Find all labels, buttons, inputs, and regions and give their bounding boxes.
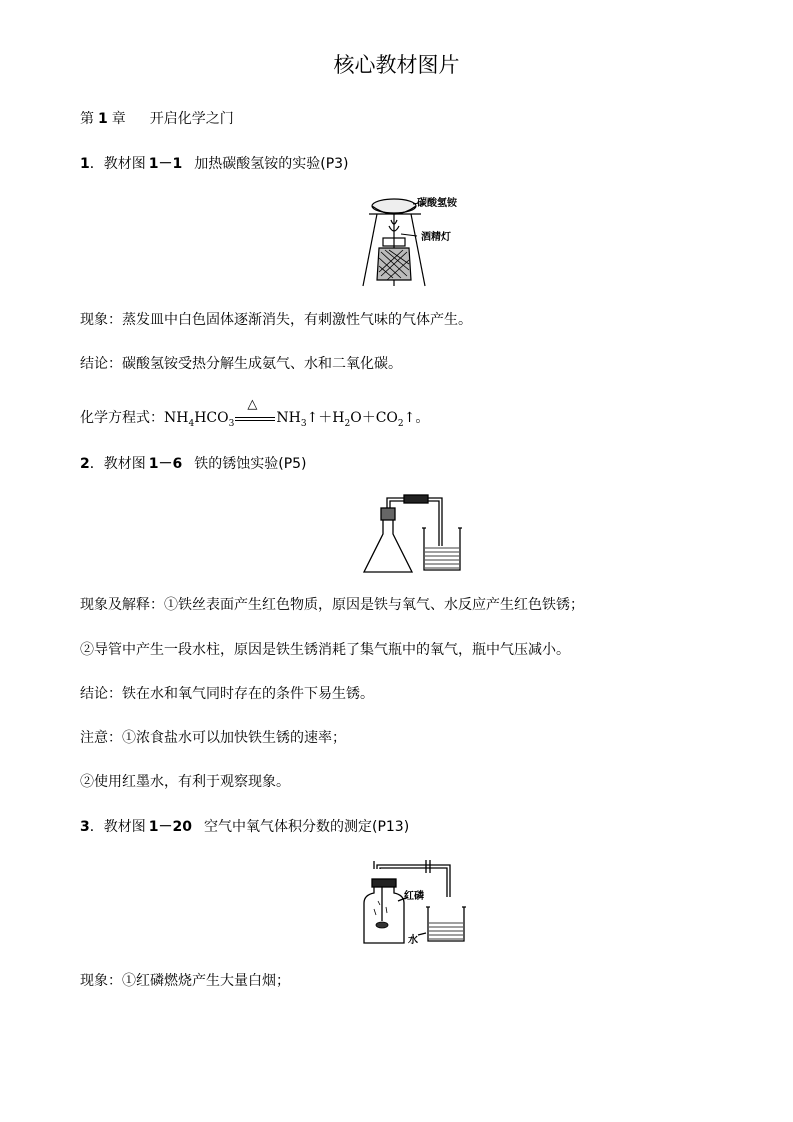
section-3-heading: 3．教材图 1－20 空气中氧气体积分数的测定(P13) xyxy=(80,819,410,835)
section-1-page: (P3) xyxy=(320,156,349,172)
chemical-equation: 化学方程式：$NH_4HCO_3$ △ $NH_3↑+H_2O+CO_2↑$。 xyxy=(80,397,430,429)
paragraph: ②导管中产生一段水柱，原因是铁生锈消耗了集气瓶中的氧气，瓶中气压减小。 xyxy=(80,642,570,658)
paragraph: ②使用红墨水，有利于观察现象。 xyxy=(80,774,290,790)
paragraph: 结论：铁在水和氧气同时存在的条件下易生锈。 xyxy=(80,686,374,702)
section-2-fig-number: 1－6 xyxy=(148,456,183,472)
section-3-name: 空气中氧气体积分数的测定 xyxy=(203,819,372,835)
section-1-fig-number: 1－1 xyxy=(148,156,183,172)
paragraph: 现象及解释：①铁丝表面产生红色物质，原因是铁与氧气、水反应产生红色铁锈； xyxy=(80,597,584,613)
label-alcohol-lamp: 酒精灯 xyxy=(421,232,451,243)
section-2-number: 2 xyxy=(80,456,90,472)
chapter-heading xyxy=(80,110,234,128)
section-1-number: 1 xyxy=(80,156,90,172)
section-2-heading: 2．教材图 1－6 铁的锈蚀实验(P5) xyxy=(80,456,307,472)
label-red-phosphorus: 红磷 xyxy=(404,891,424,902)
paragraph: 现象：①红磷燃烧产生大量白烟； xyxy=(80,973,290,989)
section-3-fig-number: 1－20 xyxy=(148,819,192,835)
section-2-name: 铁的锈蚀实验 xyxy=(194,456,279,472)
section-1-fig-prefix: 教材图 xyxy=(103,156,146,172)
paragraph: 结论：碳酸氢铵受热分解生成氨气、水和二氧化碳。 xyxy=(80,356,402,372)
oxygen-volume-figure xyxy=(360,857,472,949)
section-1-heading: 1．教材图 1－1 加热碳酸氢铵的实验(P3) xyxy=(80,156,349,172)
heat-symbol: △ xyxy=(247,397,258,412)
section-1-name: 加热碳酸氢铵的实验 xyxy=(194,156,321,172)
chapter-unit: 章 xyxy=(111,111,126,127)
paragraph: 注意：①浓食盐水可以加快铁生锈的速率； xyxy=(80,730,346,746)
reaction-condition xyxy=(234,397,276,427)
section-2-page: (P5) xyxy=(278,456,307,472)
iron-rust-figure xyxy=(360,492,482,576)
chapter-label: 第 xyxy=(80,111,94,127)
section-3-number: 3 xyxy=(80,819,90,835)
label-water: 水 xyxy=(408,935,418,946)
heating-apparatus-figure xyxy=(355,192,465,288)
chapter-number: 1 xyxy=(98,111,108,127)
label-ammonium-bicarbonate: 碳酸氢铵 xyxy=(417,198,457,209)
paragraph: 现象：蒸发皿中白色固体逐渐消失，有刺激性气味的气体产生。 xyxy=(80,312,472,328)
chapter-name: 开启化学之门 xyxy=(149,111,234,127)
section-3-page: (P13) xyxy=(371,819,410,835)
section-3-fig-prefix: 教材图 xyxy=(103,819,146,835)
page-title: 核心教材图片 xyxy=(333,53,460,77)
section-2-fig-prefix: 教材图 xyxy=(103,456,146,472)
